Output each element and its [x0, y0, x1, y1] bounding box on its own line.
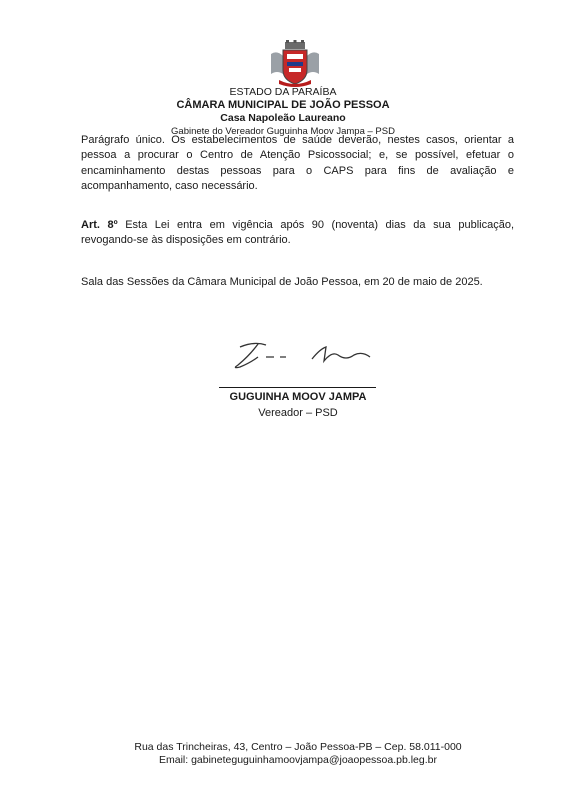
state-name: ESTADO DA PARAÍBA [229, 86, 337, 98]
session-line: Sala das Sessões da Câmara Municipal de João Pessoa, em 20 de maio de 2025. [81, 276, 483, 288]
chamber-name: CÂMARA MUNICIPAL DE JOÃO PESSOA [176, 99, 390, 111]
paragraph-unico: Parágrafo único. Os estabelecimentos de saúde deverão, nestes casos, orientar a pessoa a procurar o Centro de Atenção Psicossocial; e, se possível, efetuar o encaminhamento destas pessoas para o CAPS para fins de avaliação e acompanhamento, caso necessário. [81, 134, 514, 192]
footer-email: Email: gabineteguguinhamoovjampa@joaopessoa.pb.leg.br [158, 754, 437, 766]
coat-of-arms-icon [267, 40, 323, 88]
letterhead [0, 86, 566, 138]
house-name: Casa Napoleão Laureano [220, 112, 346, 124]
footer [0, 741, 566, 767]
signature-line [219, 387, 376, 388]
article-8 [81, 218, 514, 249]
signatory-name: GUGUINHA MOOV JAMPA [229, 391, 367, 403]
office-name: Gabinete do Vereador Guguinha Moov Jampa – PSD [171, 126, 395, 137]
signature-icon [228, 335, 373, 375]
article-8-label: Art. 8º [81, 219, 118, 231]
footer-address: Rua das Trincheiras, 43, Centro – João Pessoa-PB – Cep. 58.011-000 [134, 741, 462, 753]
article-8-text: Esta Lei entra em vigência após 90 (noventa) dias da sua publicação, revogando-se às disposições em contrário. [81, 219, 515, 247]
signatory-role: Vereador – PSD [258, 407, 338, 419]
